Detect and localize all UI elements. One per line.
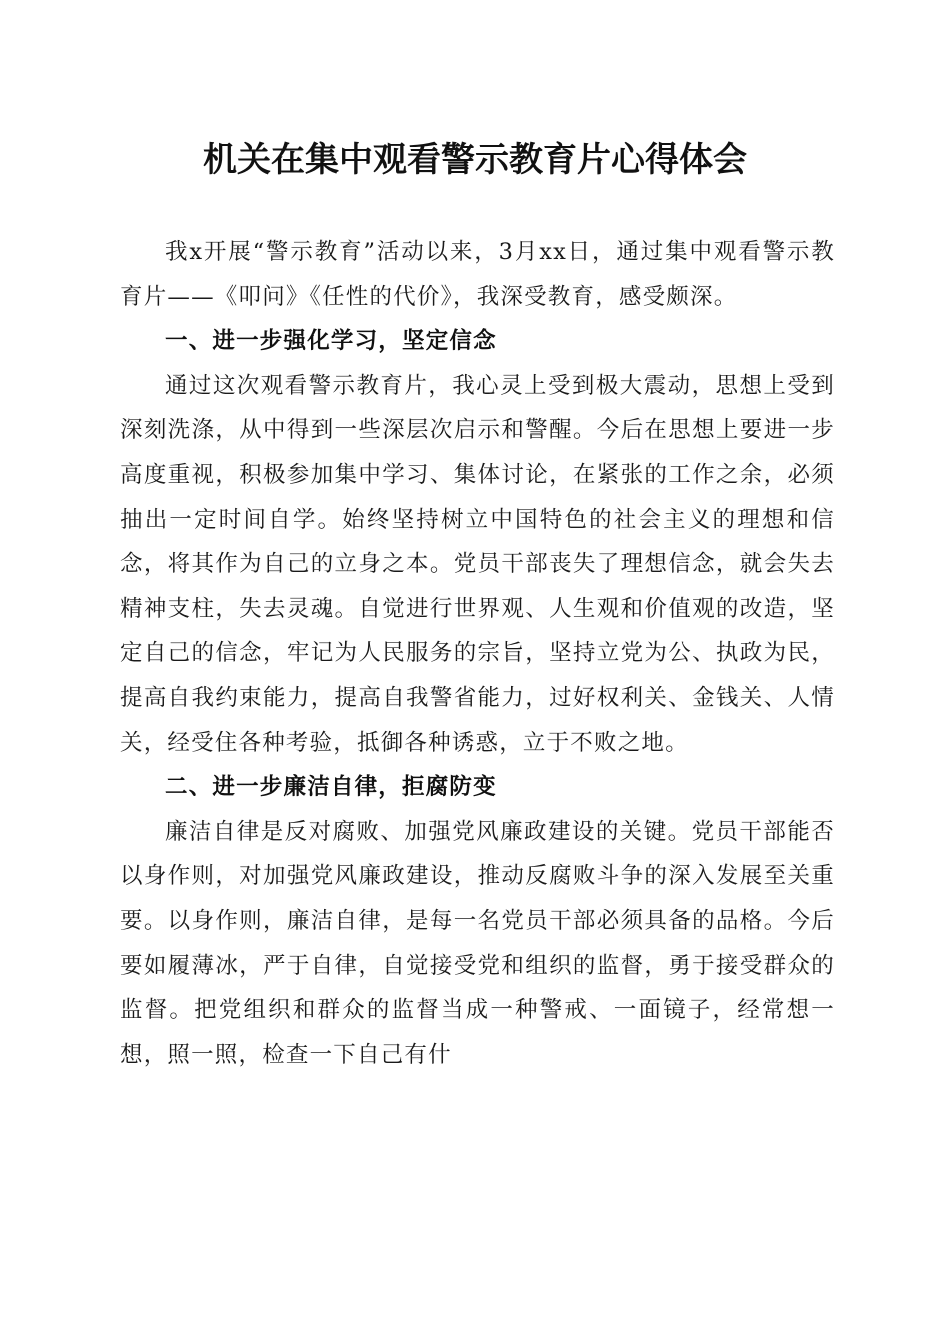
document-title: 机关在集中观看警示教育片心得体会 xyxy=(203,140,747,180)
section-heading-1: 一、进一步强化学习，坚定信念 xyxy=(165,328,497,355)
intro-paragraph: 我x开展“警示教育”活动以来，3月xx日，通过集中观看警示教育片——《叩问》《任性的代价》，我深受教育，感受颇深。 xyxy=(120,239,835,310)
section-paragraph-1: 通过这次观看警示教育片，我心灵上受到极大震动，思想上受到深刻洗涤，从中得到一些深层次启示和警醒。今后在思想上要进一步高度重视，积极参加集中学习、集体讨论，在紧张的工作之余，必须抽出一定时间自学。始终坚持树立中国特色的社会主义的理想和信念，将其作为自己的立身之本。党员干部丧失了理想信念，就会失去精神支柱，失去灵魂。自觉进行世界观、人生观和价值观的改造，坚定自己的信念，牢记为人民服务的宗旨，坚持立党为公、执政为民，提高自我约束能力，提高自我警省能力，过好权利关、金钱关、人情关，经受住各种考验，抵御各种诱惑，立于不败之地。 xyxy=(120,372,835,756)
section-paragraph-2: 廉洁自律是反对腐败、加强党风廉政建设的关键。党员干部能否以身作则，对加强党风廉政建设，推动反腐败斗争的深入发展至关重要。以身作则，廉洁自律，是每一名党员干部必须具备的品格。今后要如履薄冰，严于自律，自觉接受党和组织的监督，勇于接受群众的监督。把党组织和群众的监督当成一种警戒、一面镜子，经常想一想，照一照，检查一下自己有什 xyxy=(120,818,835,1068)
document-body xyxy=(120,230,835,1077)
section-heading-2: 二、进一步廉洁自律，拒腐防变 xyxy=(165,774,497,801)
